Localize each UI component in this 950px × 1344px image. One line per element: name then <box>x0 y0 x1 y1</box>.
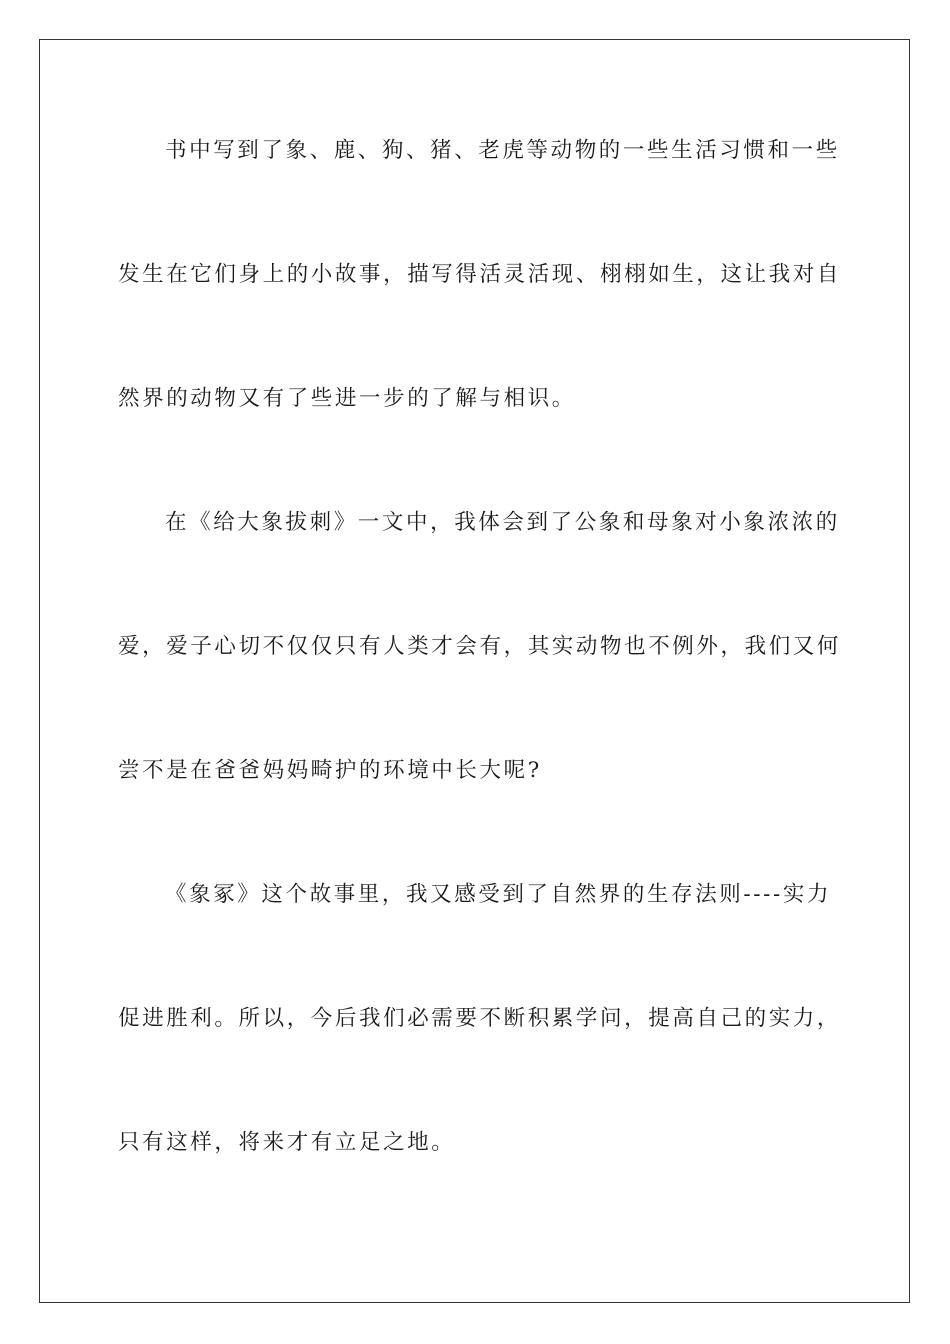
paragraph-line: 爱，爱子心切不仅仅只有人类才会有，其实动物也不例外，我们又何 <box>118 634 842 659</box>
paragraph-line: 《象冢》这个故事里，我又感受到了自然界的生存法则----实力 <box>165 882 832 907</box>
paragraph-line: 然界的动物又有了些进一步的了解与相识。 <box>118 386 576 411</box>
page-border <box>39 39 910 1303</box>
paragraph-line: 只有这样，将来才有立足之地。 <box>118 1130 456 1155</box>
paragraph-line: 在《给大象拔刺》一文中，我体会到了公象和母象对小象浓浓的 <box>165 510 840 535</box>
paragraph-line: 促进胜利。所以，今后我们必需要不断积累学问，提高自己的实力， <box>118 1006 842 1031</box>
paragraph-line: 尝不是在爸爸妈妈畸护的环境中长大呢? <box>118 758 542 783</box>
paragraph-line: 发生在它们身上的小故事，描写得活灵活现、栩栩如生，这让我对自 <box>118 262 842 287</box>
paragraph-line: 书中写到了象、鹿、狗、猪、老虎等动物的一些生活习惯和一些 <box>165 138 840 163</box>
